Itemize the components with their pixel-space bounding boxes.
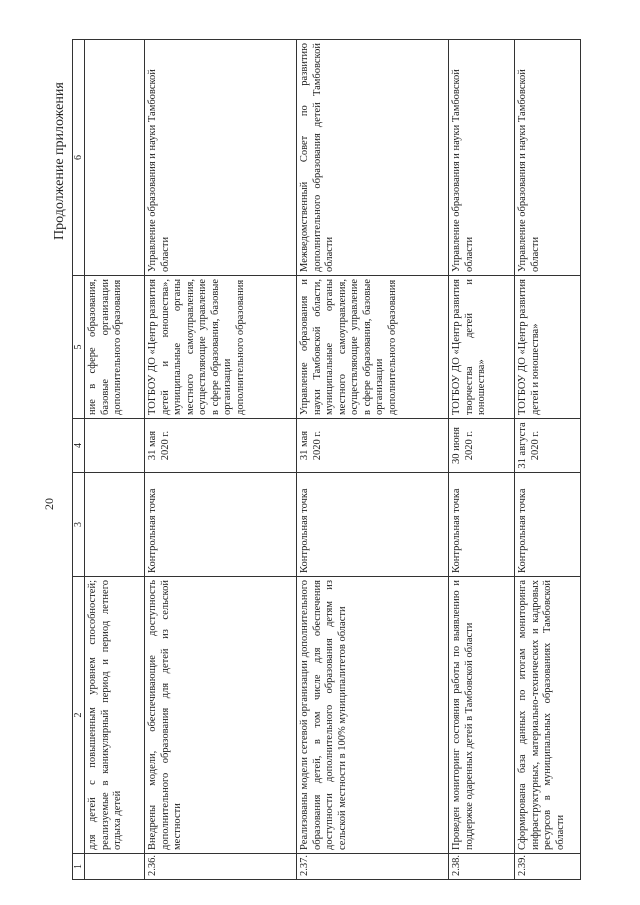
row-number: [85, 854, 145, 880]
executor-cell: Управление образования и науки Тамбовской области, муниципальные органы местного самоуправления, осуществляющие управление в сфере образования, базовые организации дополнительного образования: [297, 276, 449, 419]
col-number: 4: [73, 419, 85, 473]
continuation-label: Продолжение приложения: [52, 82, 67, 240]
executor-cell: ТОГБОУ ДО «Центр развития творчества детей и юношества»: [449, 276, 515, 419]
coordinator-cell: Управление образования и науки Тамбовской области: [449, 40, 515, 276]
landscape-page: [42, 40, 640, 880]
col-number: 2: [73, 577, 85, 854]
type-cell: Контрольная точка: [145, 473, 297, 577]
coordinator-cell: Управление образования и науки Тамбовской области: [145, 40, 297, 276]
date-cell: 30 июня 2020 г.: [449, 419, 515, 473]
task-cell: Проведен мониторинг состояния работы по выявлению и поддержке одаренных детей в Тамбовской области: [449, 577, 515, 854]
column-number-row: [73, 40, 85, 880]
task-cell: для детей с повышенным уровнем способностей; реализуемые в каникулярный период и период летнего отдыха детей: [85, 577, 145, 854]
task-cell: Внедрены модели, обеспечивающие доступность дополнительного образования для детей из сельской местности: [145, 577, 297, 854]
table-row: [297, 40, 449, 880]
table-row: [515, 40, 581, 880]
type-cell: Контрольная точка: [449, 473, 515, 577]
schedule-table: [72, 39, 581, 880]
type-cell: Контрольная точка: [297, 473, 449, 577]
coordinator-cell: [85, 40, 145, 276]
type-cell: [85, 473, 145, 577]
date-cell: [85, 419, 145, 473]
executor-cell: ТОГБОУ ДО «Центр развития детей и юношества», муниципальные органы местного самоуправления, осуществляющие управление в сфере образования, базовые организации дополнительного образования: [145, 276, 297, 419]
executor-cell: ние в сфере образования, базовые организации дополнительного образования: [85, 276, 145, 419]
date-cell: 31 мая 2020 г.: [297, 419, 449, 473]
date-cell: 31 мая 2020 г.: [145, 419, 297, 473]
executor-cell: ТОГБОУ ДО «Центр развития детей и юношества»: [515, 276, 581, 419]
row-number: 2.38.: [449, 854, 515, 880]
row-number: 2.37.: [297, 854, 449, 880]
page-number: 20: [42, 498, 56, 510]
coordinator-cell: Межведомственный Совет по развитию дополнительного образования детей Тамбовской области: [297, 40, 449, 276]
col-number: 3: [73, 473, 85, 577]
coordinator-cell: Управление образования и науки Тамбовской области: [515, 40, 581, 276]
col-number: 5: [73, 276, 85, 419]
table-row: [449, 40, 515, 880]
type-cell: Контрольная точка: [515, 473, 581, 577]
col-number: 1: [73, 854, 85, 880]
row-number: 2.39.: [515, 854, 581, 880]
table-row: [85, 40, 145, 880]
col-number: 6: [73, 40, 85, 276]
table-row: [145, 40, 297, 880]
task-cell: Реализованы модели сетевой организации дополнительного образования детей, в том числе для обеспечения доступности дополнительного образования детям из сельской местности в 100% муниципалитетов области: [297, 577, 449, 854]
row-number: 2.36.: [145, 854, 297, 880]
task-cell: Сформирована база данных по итогам мониторинга инфраструктурных, материально-технических и кадровых ресурсов в муниципальных образованиях Тамбовской области: [515, 577, 581, 854]
date-cell: 31 августа 2020 г.: [515, 419, 581, 473]
